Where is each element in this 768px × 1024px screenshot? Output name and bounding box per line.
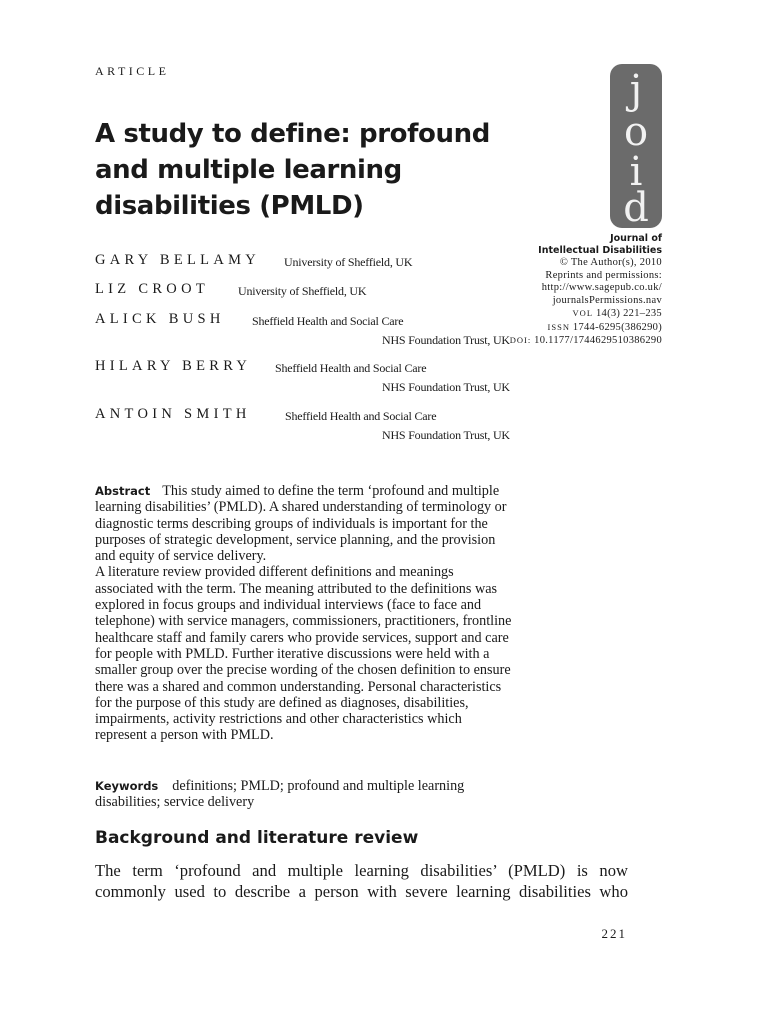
abstract-paragraph <box>95 483 515 564</box>
issn-label: ISSN <box>547 321 570 332</box>
abstract-paragraph: A literature review provided different definitions and meanings associated with the term. The meaning attributed to the definitions was explored in focus groups and individual interviews (face to face and telephone) with service managers, commissioners, practitioners, frontline healthcare staff and family carers who provide services, support and care for people with PMLD. Further iterative discussions were held with a smaller group over the precise wording of the chosen definition to ensure there was a shared and common understanding. Personal characteristics for the purpose of this study are defined as diagnoses, disabilities, impairments, activity restrictions and other characteristics which represent a person with PMLD. <box>95 564 512 744</box>
title-line: and multiple learning <box>95 155 402 185</box>
article-type-label: ARTICLE <box>95 64 170 78</box>
logo-letter: i <box>629 149 643 195</box>
section-heading: Background and literature review <box>95 828 419 848</box>
author-affiliation-cont: NHS Foundation Trust, UK <box>382 428 510 442</box>
page-number: 221 <box>601 926 627 941</box>
issn-line <box>462 321 662 335</box>
journal-name: Journal of <box>610 233 662 244</box>
keywords-text: definitions; PMLD; profound and multiple learning disabilities; service delivery <box>95 778 465 811</box>
reprints-label: Reprints and permissions: <box>545 269 662 281</box>
title-line: A study to define: profound <box>95 119 490 149</box>
permissions-url: http://www.sagepub.co.uk/ <box>541 282 662 293</box>
author-name: ALICK BUSH <box>95 311 225 327</box>
volume-value: 14(3) 221–235 <box>595 308 662 319</box>
logo-letter: o <box>623 109 649 155</box>
body-line: The term ‘profound and multiple learning disabilities’ (PMLD) is now <box>95 861 628 880</box>
copyright: © The Author(s), 2010 <box>559 257 662 268</box>
keywords-label: Keywords <box>95 779 159 793</box>
logo-letter: d <box>623 185 649 228</box>
doi-label: DOI: <box>509 335 532 345</box>
author-affiliation-cont: NHS Foundation Trust, UK <box>382 333 510 347</box>
author-affiliation: Sheffield Health and Social Care <box>252 314 404 328</box>
author-name: LIZ CROOT <box>95 281 210 297</box>
author-affiliation: Sheffield Health and Social Care <box>275 361 427 375</box>
title-line: disabilities (PMLD) <box>95 191 364 221</box>
article-title <box>95 116 535 224</box>
author-affiliation: University of Sheffield, UK <box>238 284 367 298</box>
abstract-text: This study aimed to define the term ‘profound and multiple learning disabilities’ (PMLD). A shared understanding of terminology or diagnostic terms describing groups of individuals is important for the purposes of strategic development, service planning, and the provision and equity of service delivery. <box>95 483 507 565</box>
abstract <box>95 483 515 744</box>
author-name: ANTOIN SMITH <box>95 406 251 422</box>
logo-letter: j <box>629 67 643 113</box>
journal-info <box>462 233 662 348</box>
author-affiliation-cont: NHS Foundation Trust, UK <box>382 380 510 394</box>
body-line: commonly used to describe a person with severe learning disabilities who <box>95 882 628 901</box>
abstract-label: Abstract <box>95 484 151 498</box>
author-affiliation: Sheffield Health and Social Care <box>285 409 437 423</box>
volume-label: VOL <box>572 308 594 318</box>
journal-name: Intellectual Disabilities <box>538 245 662 256</box>
permissions-url: journalsPermissions.nav <box>552 294 662 306</box>
author-name: HILARY BERRY <box>95 358 252 374</box>
issn-value: 1744-6295(386290) <box>572 321 662 333</box>
body-text <box>95 860 628 902</box>
author-affiliation: University of Sheffield, UK <box>284 255 413 269</box>
keywords <box>95 778 515 811</box>
doi-value: 10.1177/1744629510386290 <box>534 335 662 346</box>
journal-logo <box>610 64 662 228</box>
volume-line <box>462 307 662 321</box>
author-name: GARY BELLAMY <box>95 252 261 268</box>
